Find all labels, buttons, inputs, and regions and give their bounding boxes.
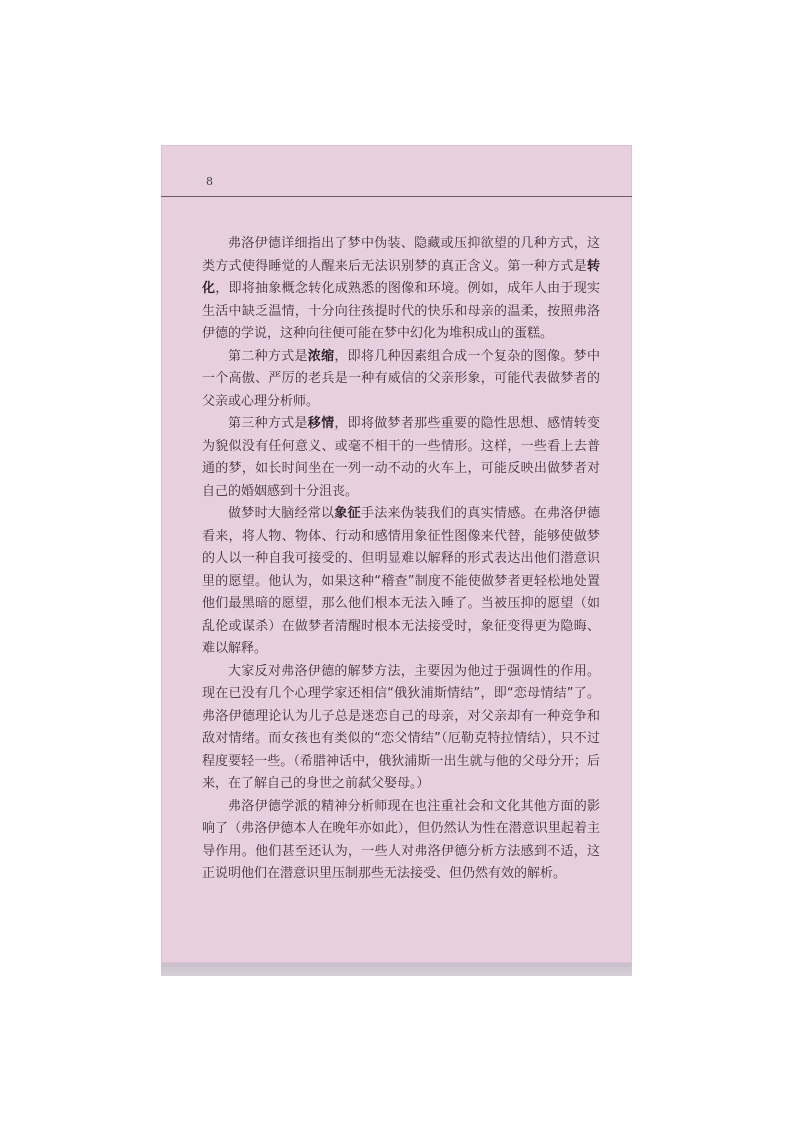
key-term: 移情 [307, 416, 335, 431]
paragraph [202, 503, 600, 661]
paragraph-text: 做梦时大脑经常以 [228, 506, 335, 521]
header-rule [161, 196, 632, 197]
paragraph-text: 第二种方式是 [228, 348, 308, 364]
paragraph-text: ，即将做梦者那些重要的隐性思想、感情转变为貌似没有任何意义、或毫不相干的一些情形。这样，一些看上去普通的梦，如长时间坐在一列一动不动的火车上，可能反映出做梦者对自己的婚姻感到十分沮丧。 [202, 416, 600, 499]
key-term: 转化 [202, 258, 600, 296]
paragraph-text: ，即将抽象概念转化成熟悉的图像和环境。例如，成年人由于现实生活中缺乏温情，十分向往孩提时代的快乐和母亲的温柔，按照弗洛伊德的学说，这种向往便可能在梦中幻化为堆积成山的蛋糕。 [202, 281, 600, 341]
paragraph-text: 手法来伪装我们的真实情感。在弗洛伊德看来，将人物、物体、行动和感情用象征性图像来代替，能够使做梦的人以一种自我可接受的、但明显难以解释的形式表达出他们潜意识里的愿望。他认为，如果这种“稽查”制度不能使做梦者更轻松地处置他们最黑暗的愿望，那么他们根本无法入睡了。当被压抑的愿望（如乱伦或谋杀）在做梦者清醒时根本无法接受时，象征变得更为隐晦、难以解释。 [202, 506, 600, 656]
book-page [161, 145, 632, 963]
key-term: 象征 [334, 506, 361, 521]
paragraph-text: 弗洛伊德学派的精神分析师现在也注重社会和文化其他方面的影响了（弗洛伊德本人在晚年亦如此），但仍然认为性在潜意识里起着主导作用。他们甚至还认为，一些人对弗洛伊德分析方法感到不适，这正说明他们在潜意识里压制那些无法接受、但仍然有效的解析。 [202, 798, 600, 881]
paragraph [202, 413, 600, 503]
paragraph [202, 796, 600, 886]
paragraph [202, 661, 600, 796]
paragraph-text: ，即将几种因素组合成一个复杂的图像。梦中一个高傲、严厉的老兵是一种有威信的父亲形象，可能代表做梦者的父亲或心理分析师。 [202, 348, 600, 409]
scan-bottom-edge [161, 963, 632, 976]
page-number: 8 [206, 175, 213, 188]
key-term: 浓缩 [307, 348, 335, 364]
paragraph-text: 弗洛伊德详细指出了梦中伪装、隐藏或压抑欲望的几种方式，这类方式使得睡觉的人醒来后无法识别梦的真正含义。第一种方式是 [202, 236, 600, 274]
paragraph [202, 346, 600, 414]
paragraph-text: 大家反对弗洛伊德的解梦方法，主要因为他过于强调性的作用。现在已没有几个心理学家还相信“俄狄浦斯情结”，即“恋母情结”了。弗洛伊德理论认为儿子总是迷恋自己的母亲，对父亲却有一种竞争和敌对情绪。而女孩也有类似的“恋父情结”（厄勒克特拉情结），只不过程度要轻一些。（希腊神话中，俄狄浦斯一出生就与他的父母分开；后来，在了解自己的身世之前弑父娶母。） [202, 663, 600, 791]
paragraph-text: 第三种方式是 [228, 416, 308, 431]
paragraph [202, 233, 600, 346]
body-text [202, 233, 600, 886]
